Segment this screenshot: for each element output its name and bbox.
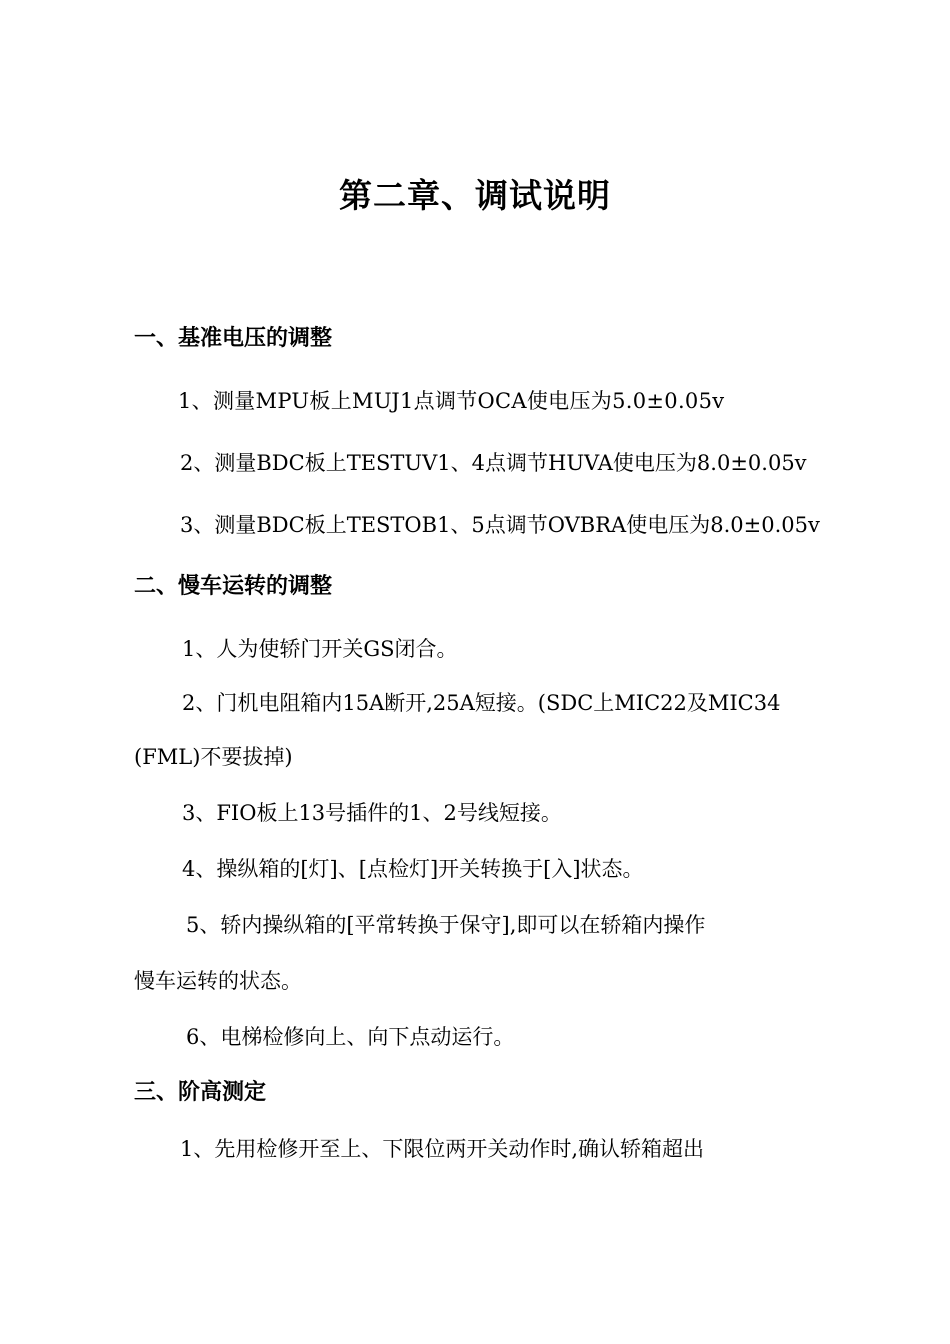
list-item: 1、人为使轿门开关GS闭合。 — [182, 637, 458, 661]
list-item-continuation: 慢车运转的状态。 — [134, 969, 302, 993]
list-item: 1、先用检修开至上、下限位两开关动作时,确认轿箱超出 — [180, 1137, 705, 1161]
list-item: 1、测量MPU板上MUJ1点调节OCA使电压为5.0±0.05v — [178, 389, 725, 413]
list-item: 3、FIO板上13号插件的1、2号线短接。 — [182, 801, 562, 825]
section-heading-2: 二、慢车运转的调整 — [134, 574, 333, 599]
list-item-continuation: (FML)不要拔掉) — [134, 745, 293, 769]
list-item: 2、门机电阻箱内15A断开,25A短接。(SDC上MIC22及MIC34 — [182, 691, 781, 715]
list-item: 5、轿内操纵箱的[平常转换于保守],即可以在轿箱内操作 — [186, 913, 706, 937]
list-item: 2、测量BDC板上TESTUV1、4点调节HUVA使电压为8.0±0.05v — [180, 451, 807, 475]
chapter-title: 第二章、调试说明 — [339, 176, 611, 215]
section-heading-3: 三、阶高测定 — [134, 1080, 267, 1105]
list-item: 4、操纵箱的[灯]、[点检灯]开关转换于[入]状态。 — [182, 857, 644, 881]
list-item: 6、电梯检修向上、向下点动运行。 — [186, 1025, 515, 1049]
section-heading-1: 一、基准电压的调整 — [134, 326, 333, 351]
list-item: 3、测量BDC板上TESTOB1、5点调节OVBRA使电压为8.0±0.05v — [180, 513, 820, 537]
